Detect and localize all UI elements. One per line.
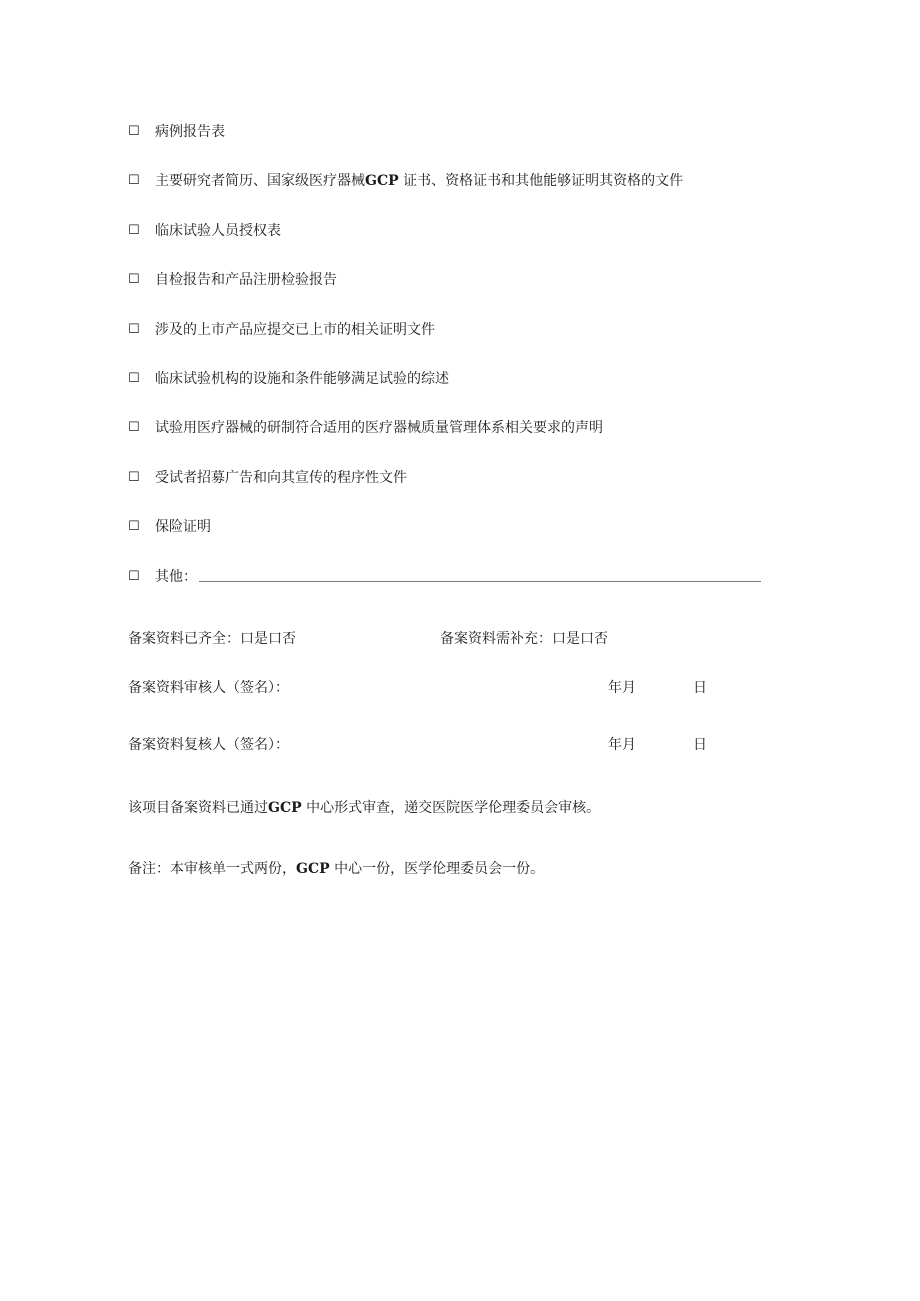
checklist-item-other (128, 567, 788, 616)
materials-supplement-field: 备案资料需补充：口是口否 (440, 631, 608, 647)
gcp-text: GCP (296, 861, 330, 877)
reviewer-date (608, 678, 707, 698)
checkbox[interactable]: ☐ (128, 272, 140, 288)
checklist-item-label: 临床试验人员授权表 (155, 222, 281, 239)
label-part: 证书、资格证书和其他能够证明其资格的文件 (403, 173, 684, 190)
checkbox[interactable]: ☐ (128, 420, 140, 436)
statement-part: 中心形式审查，递交医院医学伦理委员会审核。 (306, 800, 601, 816)
checklist-item-quality-statement (128, 418, 788, 467)
checklist-item-label: 试验用医疗器械的研制符合适用的医疗器械质量管理体系相关要求的声明 (155, 420, 603, 437)
reviewer-signature-label: 备案资料审核人（签名）： (128, 680, 289, 696)
checklist-item-insurance (128, 517, 788, 566)
date-day: 日 (693, 680, 707, 696)
materials-complete-field: 备案资料已齐全：口是口否 (128, 631, 296, 647)
checklist-item-label (155, 171, 683, 191)
checkbox[interactable]: ☐ (128, 568, 140, 584)
checkbox[interactable]: ☐ (128, 173, 140, 189)
gcp-text: GCP (268, 800, 302, 816)
rechecker-date (608, 735, 707, 755)
date-year-month: 年月 (608, 737, 636, 753)
statement-part: 该项目备案资料已通过 (128, 800, 268, 816)
checkbox[interactable]: ☐ (128, 124, 140, 139)
other-input-line[interactable] (199, 567, 761, 582)
checkbox[interactable]: ☐ (128, 519, 140, 535)
checkbox[interactable]: ☐ (128, 321, 140, 337)
checklist-item-label: 受试者招募广告和向其宣传的程序性文件 (155, 469, 407, 486)
checklist-item-marketed-proof (128, 320, 788, 369)
checklist-item-label: 自检报告和产品注册检验报告 (155, 272, 337, 289)
checklist-item-facility-summary (128, 369, 788, 418)
gcp-text: GCP (365, 173, 399, 190)
checklist-item-label: 病例报告表 (155, 124, 225, 140)
attachment-checklist (128, 122, 788, 616)
date-year-month: 年月 (608, 680, 636, 696)
note-part: 备注：本审核单一式两份， (128, 861, 296, 877)
label-part: 主要研究者简历、国家级医疗器械 (155, 173, 365, 190)
checkbox[interactable]: ☐ (128, 370, 140, 386)
checkbox[interactable]: ☐ (128, 222, 140, 238)
checklist-item-recruitment-ad (128, 468, 788, 517)
checklist-item-authorization-form (128, 221, 788, 270)
passed-statement (128, 798, 600, 818)
checkbox[interactable]: ☐ (128, 469, 140, 485)
checklist-item-pi-resume (128, 171, 788, 220)
rechecker-signature-label: 备案资料复核人（签名）： (128, 737, 289, 753)
checklist-item-label: 临床试验机构的设施和条件能够满足试验的综述 (155, 370, 449, 387)
checklist-item-label: 其他： (155, 568, 197, 585)
date-day: 日 (693, 737, 707, 753)
checklist-item-label: 保险证明 (155, 519, 211, 536)
checklist-item-inspection-report (128, 270, 788, 319)
checklist-item-label: 涉及的上市产品应提交已上市的相关证明文件 (155, 321, 435, 338)
checklist-item-case-report-form (128, 122, 788, 171)
note-part: 中心一份，医学伦理委员会一份。 (334, 861, 545, 877)
remark-note (128, 859, 544, 879)
